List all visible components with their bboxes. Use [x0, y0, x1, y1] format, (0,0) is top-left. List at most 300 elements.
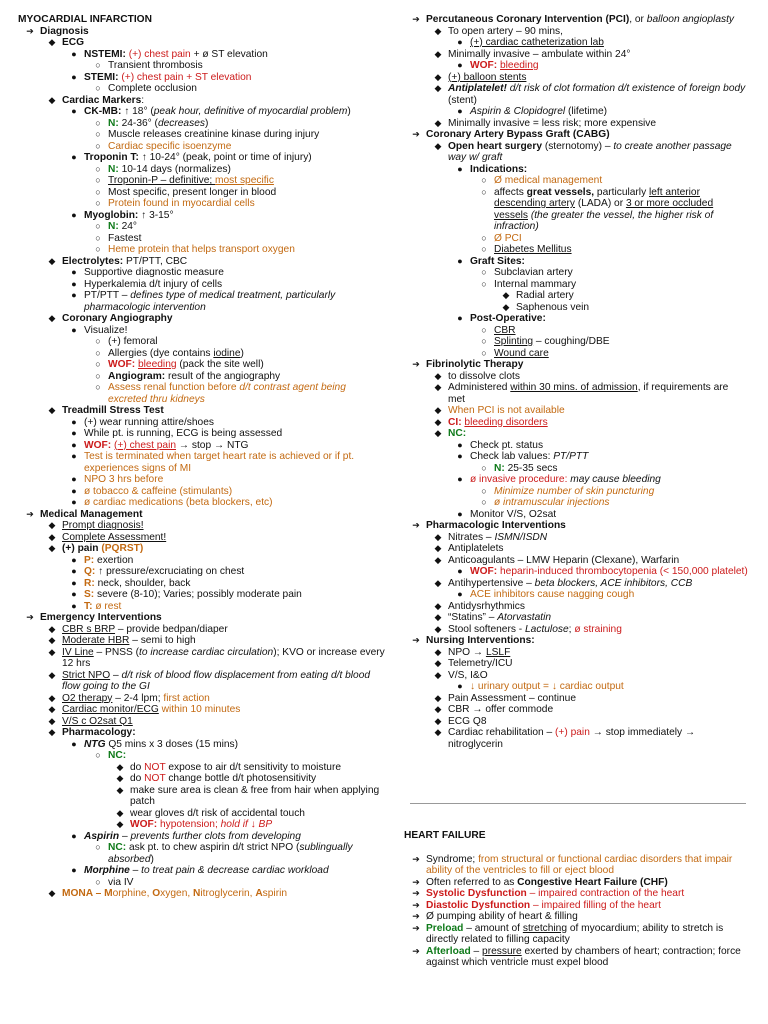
outline-line — [404, 267, 748, 279]
dot-bullet-icon: ● — [71, 324, 77, 335]
outline-text: Monitor V/S, O2sat — [470, 508, 557, 520]
outline-text: WOF: — [470, 60, 500, 71]
outline-text: – — [119, 830, 131, 842]
outline-line — [18, 336, 386, 348]
outline-text: STEMI: — [84, 71, 122, 83]
outline-text: – semi to high — [129, 635, 196, 646]
outline-text: within 30 mins. of admission — [510, 382, 638, 393]
dot-bullet-icon: ● — [71, 497, 77, 507]
outline-text: Indications: — [470, 163, 528, 175]
outline-line — [404, 175, 748, 187]
outline-text: 24-36° ( — [121, 117, 158, 129]
outline-text: – PNSS ( — [93, 646, 140, 658]
outline-text: spirin — [262, 888, 288, 899]
circle-bullet-icon: ○ — [95, 382, 101, 392]
circle-bullet-icon: ○ — [95, 842, 101, 852]
outline-text: ) — [240, 347, 244, 359]
outline-line — [18, 865, 386, 877]
outline-text: V/S, I&O — [448, 669, 488, 681]
circle-bullet-icon: ○ — [95, 221, 101, 231]
outline-line — [18, 279, 386, 291]
arrow-bullet-icon: ➔ — [412, 853, 420, 864]
outline-text: Administered — [448, 382, 511, 393]
outline-line — [18, 49, 386, 61]
circle-bullet-icon: ○ — [95, 198, 101, 208]
outline-text: – amount of — [463, 922, 523, 934]
outline-line — [18, 785, 386, 808]
dot-bullet-icon: ● — [71, 589, 77, 599]
outline-text: WOF: — [84, 439, 114, 451]
outline-text: ISMN/ISDN — [494, 531, 548, 543]
outline-text: Cardiac specific isoenzyme — [108, 140, 232, 152]
outline-text: to create another passage way w/ graft — [448, 140, 732, 163]
outline-text: may cause bleeding — [570, 474, 661, 485]
diamond-bullet-icon: ◆ — [434, 416, 442, 427]
circle-bullet-icon: ○ — [95, 370, 101, 381]
outline-text: ); KVO or increase every 12 hrs — [62, 646, 385, 669]
outline-text: A — [255, 888, 263, 899]
circle-bullet-icon: ○ — [95, 117, 101, 128]
outline-text: Cardiac rehabilitation – — [448, 727, 556, 738]
diamond-bullet-icon: ◆ — [434, 577, 442, 588]
diamond-bullet-icon: ◆ — [116, 761, 124, 772]
outline-text: Check pt. status — [470, 439, 544, 451]
outline-text: Aspirin — [84, 830, 120, 842]
outline-line — [404, 520, 748, 532]
outline-text: NC: — [108, 750, 127, 761]
arrow-bullet-icon: ➔ — [26, 25, 34, 36]
outline-line — [404, 658, 748, 670]
outline-line — [404, 290, 748, 302]
arrow-bullet-icon: ➔ — [412, 945, 420, 956]
outline-line — [18, 325, 386, 337]
circle-bullet-icon: ○ — [95, 750, 101, 760]
dot-bullet-icon: ● — [71, 290, 77, 300]
outline-line — [18, 83, 386, 95]
circle-bullet-icon: ○ — [481, 347, 487, 358]
outline-text: (+) chest pain + ST elevation — [121, 71, 252, 83]
outline-line — [404, 888, 748, 900]
outline-text: 3 or more occluded vessels — [494, 198, 714, 221]
outline-text: ECG — [62, 37, 85, 48]
outline-line — [404, 727, 748, 750]
outline-line — [18, 566, 386, 578]
diamond-bullet-icon: ◆ — [434, 48, 442, 59]
circle-bullet-icon: ○ — [481, 175, 487, 185]
outline-text: xygen, — [160, 888, 194, 899]
outline-text: – — [470, 945, 483, 957]
outline-text: Morphine — [84, 865, 130, 876]
outline-text: WOF: — [108, 359, 138, 370]
outline-line — [404, 37, 748, 49]
outline-text: Muscle releases creatinine kinase during injury — [108, 129, 320, 140]
dot-bullet-icon: ● — [71, 600, 77, 611]
outline-text: M — [104, 888, 113, 899]
outline-line — [18, 221, 386, 233]
outline-text: Nursing Interventions: — [426, 635, 535, 646]
outline-text: iodine — [213, 347, 241, 359]
outline-line — [404, 877, 748, 889]
outline-text: → stop → NTG — [176, 439, 249, 451]
outline-text: beta blockers, ACE inhibitors, CCB — [534, 577, 693, 589]
outline-text: Visualize! — [84, 324, 128, 336]
dot-bullet-icon: ● — [71, 577, 77, 588]
outline-line — [404, 348, 748, 360]
right-column — [404, 14, 748, 750]
outline-text: N: — [108, 117, 122, 129]
diamond-bullet-icon: ◆ — [434, 727, 442, 737]
dot-bullet-icon: ● — [71, 71, 77, 82]
dot-bullet-icon: ● — [71, 865, 77, 875]
circle-bullet-icon: ○ — [481, 324, 487, 335]
outline-text: Pharmacologic Interventions — [426, 520, 566, 531]
arrow-bullet-icon: ➔ — [412, 888, 420, 898]
diamond-bullet-icon: ◆ — [48, 646, 56, 657]
diamond-bullet-icon: ◆ — [434, 140, 442, 151]
outline-text: hypotension; — [160, 819, 221, 830]
outline-text: Systolic Dysfunction — [426, 888, 527, 899]
outline-text: Anticoagulants – LMW Heparin (Clexane), Warfarin — [448, 554, 680, 566]
outline-text: Prompt diagnosis! — [62, 520, 144, 531]
diamond-bullet-icon: ◆ — [434, 428, 442, 438]
outline-line — [404, 187, 748, 233]
outline-text: pressure — [482, 945, 522, 957]
diamond-bullet-icon: ◆ — [48, 37, 56, 47]
outline-text: defines type of medical treatment, particularly pharmacologic intervention — [84, 290, 336, 313]
outline-text: Subclavian artery — [494, 267, 573, 278]
dot-bullet-icon: ● — [71, 152, 77, 162]
outline-line — [18, 486, 386, 498]
outline-line — [18, 888, 386, 900]
outline-line — [18, 555, 386, 567]
outline-text: Q: — [84, 566, 99, 577]
outline-text: Minimally invasive – ambulate within 24° — [448, 48, 631, 60]
outline-text: P: — [84, 554, 98, 566]
outline-text: (pack the site well) — [176, 359, 264, 370]
outline-line — [18, 543, 386, 555]
outline-line — [18, 624, 386, 636]
outline-text: Ø medical management — [494, 175, 603, 186]
arrow-bullet-icon: ➔ — [412, 922, 420, 933]
section-divider — [410, 803, 746, 804]
outline-text: CBR → offer commode — [448, 704, 554, 715]
outline-text: Antihypertensive – — [448, 577, 535, 589]
outline-text: within 10 minutes — [158, 704, 241, 715]
outline-line — [18, 739, 386, 751]
outline-text: Ø PCI — [494, 232, 522, 244]
outline-text: N — [193, 888, 201, 899]
outline-line — [404, 49, 748, 61]
outline-text: Troponin T: — [84, 152, 142, 163]
outline-text: great vessels, — [526, 186, 595, 198]
outline-line — [18, 773, 386, 785]
outline-text: bleeding — [138, 359, 177, 370]
outline-text: Medical Management — [40, 508, 143, 520]
circle-bullet-icon: ○ — [95, 186, 101, 197]
outline-text: PT/PTT – — [84, 290, 131, 301]
dot-bullet-icon: ● — [457, 474, 463, 484]
outline-line — [404, 325, 748, 337]
outline-line — [18, 497, 386, 509]
outline-text: Lactulose — [525, 623, 569, 635]
outline-text: Electrolytes: — [62, 255, 126, 267]
outline-text: (+) balloon stents — [448, 71, 527, 83]
outline-line — [404, 313, 748, 325]
circle-bullet-icon: ○ — [95, 336, 101, 346]
arrow-bullet-icon: ➔ — [412, 911, 420, 921]
document-title: MYOCARDIAL INFARCTION — [18, 14, 152, 25]
outline-text: Assess renal function before — [108, 382, 240, 393]
outline-line — [404, 474, 748, 486]
left-column — [18, 14, 386, 900]
diamond-bullet-icon: ◆ — [434, 623, 442, 634]
outline-text: – impaired contraction of the heart — [526, 888, 685, 899]
outline-text: Fibrinolytic Therapy — [426, 359, 524, 370]
outline-text: Protein found in myocardial cells — [108, 198, 255, 209]
outline-text: Hyperkalemia d/t injury of cells — [84, 278, 223, 290]
diamond-bullet-icon: ◆ — [434, 658, 442, 668]
outline-text: – — [129, 865, 142, 876]
outline-text: Syndrome; — [426, 853, 479, 865]
outline-line — [404, 141, 748, 164]
dot-bullet-icon: ● — [71, 106, 77, 116]
outline-text: do — [130, 773, 145, 784]
outline-line — [404, 359, 748, 371]
outline-text: NPO 3 hrs before — [84, 474, 164, 485]
outline-text: While pt. is running, ECG is being assessed — [84, 428, 283, 439]
outline-text: stretching — [522, 922, 568, 934]
diamond-bullet-icon: ◆ — [434, 25, 442, 36]
outline-text: Coronary Angiography — [62, 313, 173, 324]
outline-line — [404, 624, 748, 636]
circle-bullet-icon: ○ — [95, 60, 101, 70]
outline-line — [18, 26, 386, 38]
outline-text: Most specific, present longer in blood — [108, 186, 277, 198]
dot-bullet-icon: ● — [457, 508, 463, 519]
outline-text: to treat pain & decrease cardiac workload — [141, 865, 329, 876]
outline-text: Complete Assessment! — [62, 531, 167, 543]
outline-text: ↑ 18° ( — [124, 106, 154, 117]
outline-text: result of the angiography — [168, 370, 281, 382]
heart-failure-outline — [404, 854, 748, 969]
outline-text: ø invasive procedure: — [470, 474, 571, 485]
outline-text: CBR s BRP — [62, 623, 116, 635]
outline-text: bleeding disorders — [464, 416, 548, 428]
outline-text: Pharmacology: — [62, 727, 136, 738]
outline-line — [404, 83, 748, 106]
outline-text: – — [110, 669, 122, 681]
diamond-bullet-icon: ◆ — [48, 704, 56, 714]
diamond-bullet-icon: ◆ — [434, 382, 442, 392]
outline-text: Supportive diagnostic measure — [84, 267, 224, 278]
outline-line — [18, 256, 386, 268]
outline-text: Cardiac Markers — [62, 94, 142, 106]
outline-text: Troponin-P – definitive; — [108, 175, 216, 186]
outline-line — [404, 244, 748, 256]
outline-line — [404, 693, 748, 705]
outline-line — [18, 348, 386, 360]
arrow-bullet-icon: ➔ — [412, 876, 420, 887]
circle-bullet-icon: ○ — [481, 336, 487, 346]
diamond-bullet-icon: ◆ — [116, 773, 124, 783]
outline-line — [404, 509, 748, 521]
outline-text: (+) femoral — [108, 336, 158, 347]
outline-text: ø straining — [574, 623, 622, 635]
outline-line — [404, 417, 748, 429]
outline-text: ECG Q8 — [448, 715, 487, 727]
outline-line — [404, 451, 748, 463]
outline-line — [18, 405, 386, 417]
outline-text: ↑ 3-15° — [141, 209, 174, 221]
diamond-bullet-icon: ◆ — [48, 623, 56, 634]
outline-line — [18, 451, 386, 474]
outline-line — [404, 382, 748, 405]
outline-text: V/S c O2sat Q1 — [62, 715, 133, 727]
circle-bullet-icon: ○ — [481, 462, 487, 473]
outline-text: N: — [108, 163, 122, 175]
outline-text: N: — [494, 462, 508, 474]
outline-line — [404, 911, 748, 923]
circle-bullet-icon: ○ — [481, 278, 487, 289]
outline-text: heparin-induced thrombocytopenia (< 150,000 platelet) — [500, 566, 748, 577]
outline-text: Strict NPO — [62, 669, 111, 681]
dot-bullet-icon: ● — [71, 416, 77, 427]
outline-text: expose to air d/t sensitivity to moisture — [165, 761, 342, 773]
outline-line — [18, 244, 386, 256]
circle-bullet-icon: ○ — [481, 485, 487, 496]
diamond-bullet-icon: ◆ — [434, 117, 442, 128]
arrow-bullet-icon: ➔ — [412, 635, 420, 645]
outline-text: balloon angioplasty — [646, 14, 735, 25]
outline-text: Angiogram: — [108, 370, 168, 382]
outline-line — [18, 95, 386, 107]
outline-text: affects — [494, 186, 527, 198]
outline-text: Emergency Interventions — [40, 612, 162, 623]
outline-line — [404, 923, 748, 946]
outline-line — [404, 716, 748, 728]
outline-line — [18, 716, 386, 728]
outline-line — [18, 152, 386, 164]
outline-text: Internal mammary — [494, 278, 577, 290]
outline-text: (+) cardiac catheterization lab — [470, 37, 604, 48]
outline-line — [404, 106, 748, 118]
outline-line — [18, 808, 386, 820]
outline-line — [404, 601, 748, 613]
outline-text: Antidysrhythmics — [448, 600, 525, 612]
diamond-bullet-icon: ◆ — [434, 646, 442, 657]
outline-line — [18, 164, 386, 176]
outline-text: Often referred to as — [426, 876, 518, 888]
outline-line — [18, 106, 386, 118]
outline-text: left anterior descending artery — [494, 186, 700, 209]
outline-line — [404, 440, 748, 452]
dot-bullet-icon: ● — [71, 738, 77, 749]
outline-text: severe (8-10); Varies; possibly moderate pain — [97, 589, 302, 600]
outline-text: exertion — [97, 554, 134, 566]
outline-text: to dissolve clots — [448, 370, 520, 382]
outline-line — [404, 532, 748, 544]
dot-bullet-icon: ● — [457, 451, 463, 461]
outline-text: – provide bedpan/diaper — [115, 623, 228, 635]
outline-line — [404, 233, 748, 245]
dot-bullet-icon: ● — [457, 566, 463, 576]
outline-line — [404, 129, 748, 141]
outline-text: Radial artery — [516, 290, 574, 301]
outline-line — [404, 336, 748, 348]
outline-line — [18, 382, 386, 405]
outline-text: Diastolic Dysfunction — [426, 899, 531, 911]
outline-text: Pain Assessment – continue — [448, 692, 576, 704]
circle-bullet-icon: ○ — [481, 232, 487, 243]
dot-bullet-icon: ● — [71, 439, 77, 450]
dot-bullet-icon: ● — [71, 554, 77, 565]
circle-bullet-icon: ○ — [95, 359, 101, 369]
outline-text: (+) chest pain — [128, 48, 191, 60]
outline-text: Test is terminated when target heart rate is achieved or if pt. experiences signs of MI — [84, 451, 355, 474]
diamond-bullet-icon: ◆ — [502, 301, 510, 312]
outline-text: CBR — [494, 324, 516, 336]
outline-line — [18, 670, 386, 693]
circle-bullet-icon: ○ — [95, 140, 101, 151]
outline-text: Myoglobin: — [84, 209, 142, 221]
outline-text: prevents further clots from developing — [130, 830, 301, 842]
outline-line — [18, 877, 386, 889]
circle-bullet-icon: ○ — [481, 497, 487, 507]
outline-text: Open heart surgery — [448, 140, 542, 152]
outline-line — [404, 26, 748, 38]
diamond-bullet-icon: ◆ — [434, 715, 442, 726]
outline-line — [18, 762, 386, 774]
outline-line — [404, 900, 748, 912]
dot-bullet-icon: ● — [457, 37, 463, 47]
outline-line — [18, 693, 386, 705]
circle-bullet-icon: ○ — [95, 175, 101, 185]
outline-line — [18, 750, 386, 762]
outline-line — [404, 589, 748, 601]
right-outline — [404, 14, 748, 750]
circle-bullet-icon: ○ — [95, 347, 101, 358]
outline-text: d/t risk of blood flow displacement from eating d/t blood flow going to the GI — [62, 669, 371, 692]
outline-line — [18, 118, 386, 130]
diamond-bullet-icon: ◆ — [48, 692, 56, 703]
outline-line — [18, 72, 386, 84]
outline-text: Atorvastatin — [497, 612, 552, 623]
diamond-bullet-icon: ◆ — [434, 83, 442, 93]
diamond-bullet-icon: ◆ — [434, 692, 442, 703]
circle-bullet-icon: ○ — [481, 267, 487, 277]
outline-text: Complete occlusion — [108, 83, 197, 94]
outline-text: – coughing/DBE — [533, 336, 610, 347]
outline-line — [18, 647, 386, 670]
outline-line — [18, 612, 386, 624]
diamond-bullet-icon: ◆ — [434, 71, 442, 82]
outline-text: LSLF — [485, 646, 511, 658]
outline-text: – 2-4 lpm; — [112, 692, 164, 704]
outline-text: to increase cardiac circulation — [139, 646, 274, 658]
dot-bullet-icon: ● — [71, 267, 77, 277]
outline-text: Saphenous vein — [516, 301, 590, 313]
outline-text: ø tobacco & caffeine (stimulants) — [84, 485, 233, 497]
outline-text: O2 therapy — [62, 692, 113, 704]
outline-text: of myocardium; ability to stretch is directly related to filling capacity — [426, 922, 724, 945]
outline-text: Diabetes Mellitus — [494, 244, 572, 255]
heart-failure-section — [404, 830, 748, 969]
dot-bullet-icon: ● — [71, 209, 77, 220]
diamond-bullet-icon: ◆ — [434, 612, 442, 622]
outline-text: (PQRST) — [101, 543, 144, 554]
outline-text: – impaired filling of the heart — [530, 899, 661, 911]
outline-text: NOT — [144, 761, 166, 773]
